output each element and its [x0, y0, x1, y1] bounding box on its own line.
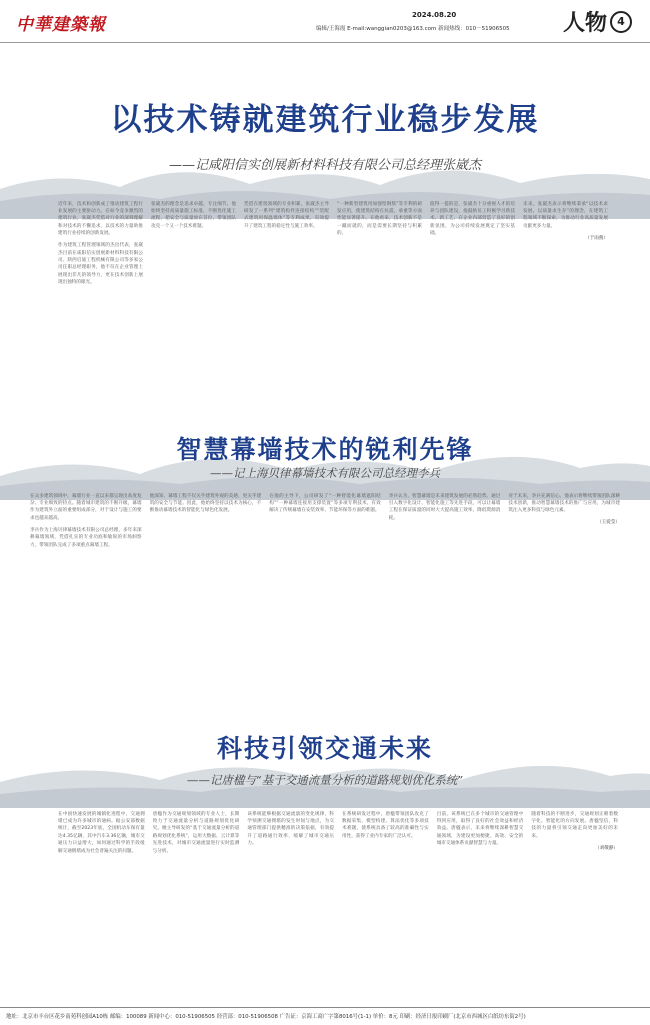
paragraph: 在众多建筑领域中，幕墙行业一直以来都呈现出高度复杂、专业细致的特点。随着城市建筑的不断升级，幕墙作为建筑外立面的重要组成部分，对于设计与施工的要求也越来越高。 — [30, 493, 142, 521]
paragraph: 未来，张崴杰表示将继续秉承“以技术求发展、以质量求生存”的理念，在建筑工程领域不断探索，为推动行业高质量发展贡献更多力量。 — [523, 201, 608, 229]
article2-column — [30, 488, 142, 658]
article3-column — [531, 806, 618, 1002]
paragraph: 在中国快速发展的城镇化进程中，交通拥堵已成为许多城市的通病。据公安部数据统计，截至2023年底，全国机动车保有量达4.35亿辆，其中汽车3.36亿辆，城市交通压力日益增大，如何通过科学的手段缓解交通拥堵成为社会普遍关注的问题。 — [58, 811, 145, 854]
article2-column — [508, 488, 620, 658]
article1-body — [58, 196, 608, 356]
article1-column — [58, 196, 143, 356]
paragraph: 目前，该系统已在多个城市的交通管理中得到应用，取得了良好的社会效益和经济效益。唐楹表示，未来将继续深耕智慧交通领域，为建设更加便捷、高效、安全的城市交通体系贡献智慧与力量。 — [436, 811, 524, 847]
article1-column — [337, 196, 422, 356]
paragraph: 作为建筑工程管理领域的杰出代表，张崴杰目前在咸阳信实创展新材料科技有限公司、陕西启迪工程机械有限公司等多家公司任职总经理职务，他不仅在企业管理上展现出非凡的领导力，更在技术创新上展现出独特的眼光。 — [58, 243, 143, 286]
article3-column — [153, 806, 240, 1002]
paragraph: 在系统研发过程中，唐楹带领团队攻克了数据采集、模型构建、算法优化等多项技术难题，使系统具备了较高的准确性与实用性，获得了业内专家的广泛认可。 — [342, 811, 429, 839]
page-number: 4 — [610, 11, 632, 33]
paragraph: 李兵作为上海贝律幕墙技术有限公司总经理，多年来深耕幕墙领域，凭借扎实的专业功底和敏锐的市场洞察力，带领团队完成了多项重点幕墙工程。 — [30, 527, 142, 548]
paragraph: 在他的主导下，公司研发了“一种智能化幕墙遮阳结构”“一种幕墙连接用支撑装置”等多项专利技术，有效解决了传统幕墙在安装效率、节能环保等方面的难题。 — [269, 493, 381, 514]
section-title: 人物 — [563, 10, 608, 36]
masthead-divider — [0, 42, 650, 43]
paragraph: 随着科技的不断进步，交通规划正朝着数字化、智能化的方向发展。唐楹坚信，科技的力量将引领交通走向更加美好的未来。 — [531, 811, 619, 839]
article3-signature: （刘敬静） — [595, 845, 619, 851]
paragraph: 该系统能够根据交通流量的变化规律，科学预测交通拥堵的发生时间与地点，为交通管理部门提供精准的决策依据，有效提升了道路通行效率，缓解了城市交通压力。 — [247, 811, 335, 847]
article2-column — [269, 488, 381, 658]
paragraph: 张崴杰的理念是追求卓越，专注细节。他始终坚持高质量施工标准，不断优化施工流程，把安全与质量放在首位，带领团队攻克一个又一个技术难题。 — [151, 201, 236, 229]
article1-subheadline: ——记咸阳信实创展新材料科技有限公司总经理张崴杰 — [168, 158, 481, 173]
article1-column — [151, 196, 236, 356]
article3-headline: 科技引领交通未来 — [216, 734, 433, 763]
article3-column — [342, 806, 429, 1002]
paragraph: 他深知，幕墙工程不仅关乎建筑外观的美感，更关乎建筑的安全与节能。因此，他始终坚持以技术为核心，不断推动幕墙技术的智能化与绿色化发展。 — [149, 493, 262, 514]
article3-column — [437, 806, 524, 1002]
article2-signature: （王爱莹） — [596, 520, 620, 526]
paragraph: 近年来，技术和创新成了推动建筑工程行业发展的主要驱动力。在如今竞争激烈的建筑行业，张崴杰凭借对行业的深刻理解和对技术的不懈追求，以技术的力量助推建筑行业持续的创新发展。 — [58, 201, 143, 237]
article3-column — [247, 806, 334, 1002]
article2-column — [389, 488, 501, 658]
masthead — [0, 0, 650, 46]
article3-column — [58, 806, 145, 1002]
paragraph: 凭借在建筑领域的专业积累，张崴杰主导研发了一系列“建筑构件连接结构”“装配式建筑用保温墙体”等专利成果，有效提升了建筑工程的稳定性与施工效率。 — [244, 201, 329, 229]
article1-column — [523, 196, 608, 356]
newspaper-logo: 中華建築報 — [16, 15, 106, 35]
issue-date: 2024.08.20 — [412, 11, 457, 19]
paragraph: 李兵认为，智慧幕墙是未来建筑发展的必然趋势。通过引入数字化设计、智能化施工等先进手段，可以让幕墙工程在保证质量的同时大大提高施工效率，降低资源消耗。 — [388, 493, 501, 521]
article2-column — [150, 488, 262, 658]
article3-subheadline: ——记唐楹与“基于交通流量分析的道路规划优化系统” — [186, 773, 464, 787]
article3-body — [58, 806, 618, 1002]
editor-line: 编辑/王海霞 E-mail:wanggian0203@163.com 新闻热线：010－51906505 — [316, 26, 510, 32]
paragraph: 唐楹作为交通规划领域的专业人士，长期致力于交通流量分析与道路规划优化研究。她主导研发的“基于交通流量分析的道路规划优化系统”，运用大数据、云计算等先进技术，对城市交通流量进行实时监测与分析。 — [152, 811, 240, 854]
paragraph: 值得一提的是，张崴杰十分重视人才的培养与团队建设，他鼓励员工积极学习新技术、新工艺，在企业内部营造了良好的创新氛围，为公司持续发展奠定了坚实基础。 — [430, 201, 515, 237]
paragraph: “一种新型建筑用加强型钢筋”等专利的研发应用，使建筑结构在抗震、承重等方面性能显著提升。在他看来，技术创新不是一蹴而就的，而是需要长期坚持与积累的。 — [337, 201, 422, 237]
footer — [0, 1007, 650, 1025]
article2-headline: 智慧幕墙技术的锐利先锋 — [176, 435, 474, 464]
article2-body — [30, 488, 620, 658]
article1-headline: 以技术铸就建筑行业稳步发展 — [110, 102, 540, 138]
article1-column — [244, 196, 329, 356]
article1-signature: （于雨燕） — [585, 235, 608, 241]
article1-column — [430, 196, 515, 356]
footer-text: 地址：北京市丰台区花乡南苑科创园A10栋 邮编：100089 新闻中心：010-51906505 经营部：010-51906508 广告证：京海工商广字第8016号(1-1) 单价：8元 印刷：经济日报印刷厂(北京市西城区白纸坊东街2号) — [6, 1014, 526, 1020]
article2-subheadline: ——记上海贝律幕墙技术有限公司总经理李兵 — [210, 466, 440, 480]
paragraph: 对于未来，李兵充满信心。他表示将继续带领团队深耕技术创新，推动智慧幕墙技术的推广与应用，为城市建筑注入更多科技与绿色元素。 — [508, 493, 620, 514]
